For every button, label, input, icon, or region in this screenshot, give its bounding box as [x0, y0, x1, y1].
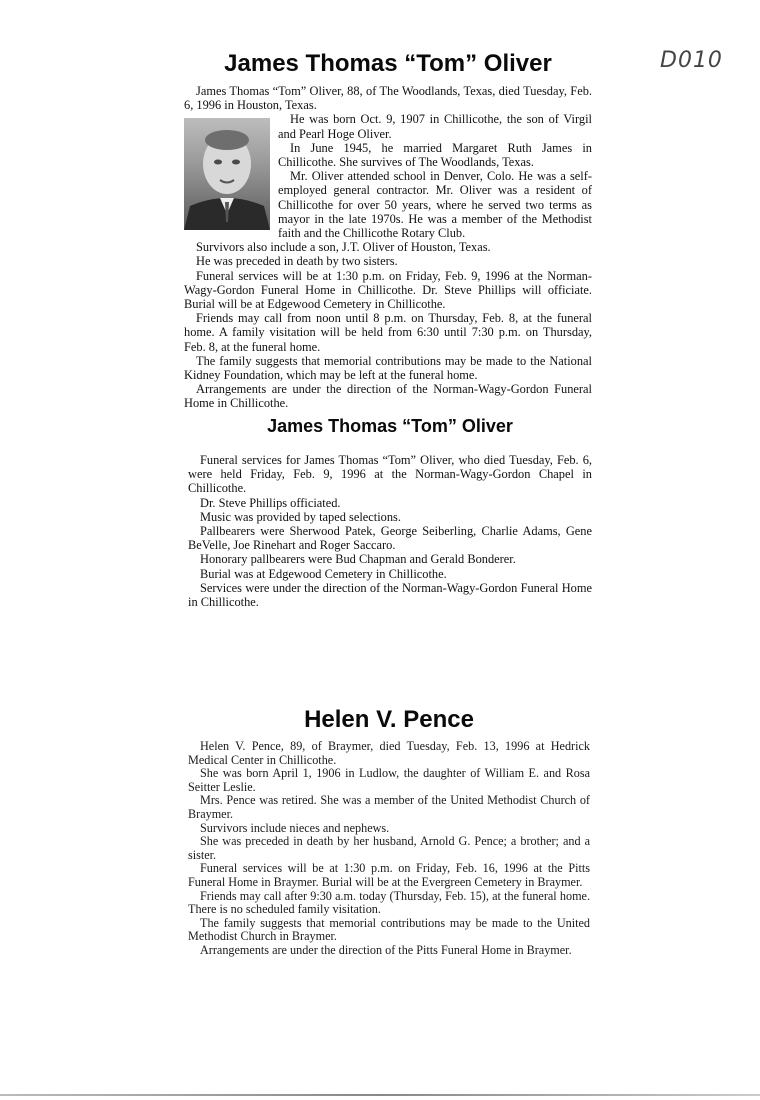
obituary-paragraph: Survivors also include a son, J.T. Oliver of Houston, Texas. [196, 240, 491, 255]
notice-title: James Thomas “Tom” Oliver [267, 416, 513, 436]
obituary-title: Helen V. Pence [304, 706, 474, 733]
obituary-paragraph: The family suggests that memorial contributions may be made to the National Kidney Foundation, which may be left at the funeral home. [184, 353, 592, 383]
obituary-paragraph: He was born Oct. 9, 1907 in Chillicothe, the son of Virgil and Pearl Hoge Oliver. [278, 112, 592, 141]
obituary-paragraph: The family suggests that memorial contributions may be made to the United Methodist Church in Braymer. [188, 915, 590, 944]
notice-paragraph: Services were under the direction of the Norman-Wagy-Gordon Funeral Home in Chillicothe. [188, 580, 592, 610]
obituary-title: James Thomas “Tom” Oliver [224, 50, 552, 77]
obituary-pence [188, 706, 590, 958]
obituary-paragraph: She was born April 1, 1906 in Ludlow, the daughter of William E. and Rosa Seitter Leslie. [188, 766, 590, 794]
obituary-paragraph: Funeral services will be at 1:30 p.m. on Friday, Feb. 16, 1996 at the Pitts Funeral Home in Braymer. Burial will be at the Evergreen Cemetery in Braymer. [188, 861, 590, 889]
obituary-paragraph: Helen V. Pence, 89, of Braymer, died Tuesday, Feb. 13, 1996 at Hedrick Medical Center in Chillicothe. [188, 739, 590, 767]
notice-paragraph: Funeral services for James Thomas “Tom” Oliver, who died Tuesday, Feb. 6, were held Friday, Feb. 9, 1996 at the Norman-Wagy-Gordon Chapel in Chillicothe. [188, 453, 592, 496]
notice-paragraph: Music was provided by taped selections. [200, 509, 401, 524]
obituary-paragraph: Survivors include nieces and nephews. [200, 820, 390, 835]
obituary-paragraph: Friends may call after 9:30 a.m. today (Thursday, Feb. 15), at the funeral home. There is no scheduled family visitation. [188, 888, 590, 917]
handwritten-page-number: D010 [660, 48, 723, 73]
notice-paragraph: Pallbearers were Sherwood Patek, George Seiberling, Charlie Adams, Gene BeVelle, Joe Rinehart and Roger Saccaro. [188, 524, 592, 553]
obituary-paragraph: He was preceded in death by two sisters. [196, 254, 398, 269]
obituary-paragraph: Arrangements are under the direction of the Norman-Wagy-Gordon Funeral Home in Chillicothe. [184, 382, 592, 411]
notice-paragraph: Dr. Steve Phillips officiated. [200, 495, 341, 510]
scan-edge-line [0, 1094, 760, 1096]
obituary-paragraph: Friends may call from noon until 8 p.m. on Thursday, Feb. 8, at the funeral home. A family visitation will be held from 6:30 until 7:30 p.m. on Thursday, Feb. 8, at the funeral home. [184, 311, 592, 354]
notice-paragraph: Honorary pallbearers were Bud Chapman and Gerald Bonderer. [200, 552, 516, 567]
portrait-photo [184, 118, 270, 230]
obituary-oliver [184, 50, 592, 411]
obituary-paragraph: She was preceded in death by her husband, Arnold G. Pence; a brother; and a sister. [188, 834, 590, 862]
obituary-paragraph: Mr. Oliver attended school in Denver, Colo. He was a self-employed general contractor. Mr. Oliver was a resident of Chillicothe for over 50 years, where he served two terms as mayor in the late 1970s. He was a member of the Methodist faith and the Chillicothe Rotary Club. [278, 169, 592, 241]
obituary-paragraph: Mrs. Pence was retired. She was a member of the United Methodist Church of Braymer. [188, 793, 590, 821]
obituary-paragraph: Funeral services will be at 1:30 p.m. on Friday, Feb. 9, 1996 at the Norman-Wagy-Gordon Funeral Home in Chillicothe. Dr. Steve Phillips will officiate. Burial will be at Edgewood Cemetery in Chillicothe. [184, 268, 592, 312]
notice-paragraph: Burial was at Edgewood Cemetery in Chillicothe. [200, 566, 447, 581]
obituary-paragraph: James Thomas “Tom” Oliver, 88, of The Woodlands, Texas, died Tuesday, Feb. 6, 1996 in Houston, Texas. [184, 84, 592, 113]
obituary-paragraph: In June 1945, he married Margaret Ruth James in Chillicothe. She survives of The Woodlands, Texas. [278, 140, 592, 170]
funeral-notice-oliver [188, 416, 592, 609]
portrait-figure [184, 118, 270, 230]
obituary-paragraph: Arrangements are under the direction of the Pitts Funeral Home in Braymer. [200, 942, 572, 957]
